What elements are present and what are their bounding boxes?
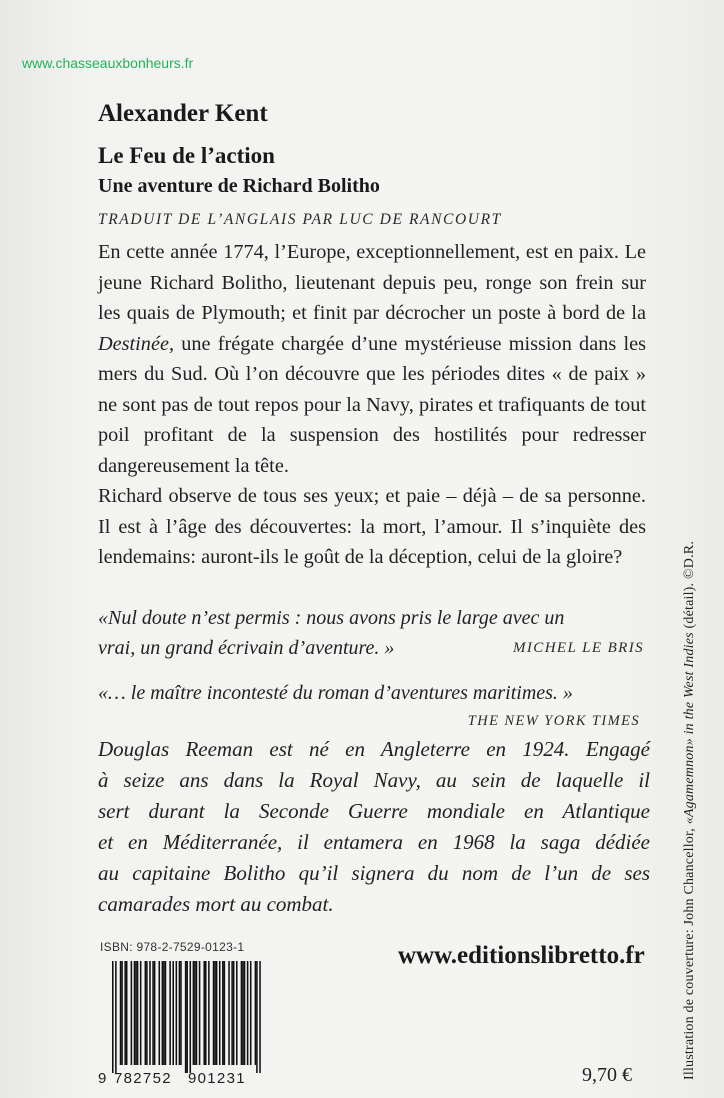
barcode-bar bbox=[203, 961, 205, 1065]
author-biography bbox=[98, 734, 650, 920]
bio-line: camarades mort au combat. bbox=[98, 892, 334, 916]
review-quote-1 bbox=[98, 603, 650, 663]
barcode-bar bbox=[145, 961, 147, 1065]
barcode-bar bbox=[208, 961, 210, 1065]
barcode-bar bbox=[120, 961, 122, 1065]
barcode-bar bbox=[205, 961, 207, 1065]
barcode-bar bbox=[216, 961, 218, 1065]
bio-line: Douglas Reeman est né en Angleterre en 1924. Engagé bbox=[98, 737, 650, 761]
translator-credit: TRADUIT DE L’ANGLAIS PAR LUC DE RANCOURT bbox=[98, 211, 502, 228]
barcode-bar bbox=[241, 961, 243, 1065]
barcode-bar bbox=[126, 961, 128, 1065]
quote-text-line: «… le maître incontesté du roman d’aventures maritimes. » bbox=[98, 682, 573, 704]
book-title: Le Feu de l’action bbox=[98, 143, 275, 168]
watermark-url: www.chasseauxbonheurs.fr bbox=[22, 55, 194, 71]
barcode-bar bbox=[159, 961, 161, 1065]
barcode bbox=[98, 957, 278, 1087]
ship-name: Destinée bbox=[98, 332, 169, 355]
barcode-bar bbox=[233, 961, 235, 1065]
book-subtitle: Une aventure de Richard Bolitho bbox=[98, 175, 380, 197]
barcode-bar bbox=[186, 961, 188, 1073]
isbn-label: ISBN: 978-2-7529-0123-1 bbox=[100, 940, 245, 954]
cover-illustration-credit: Illustration de couverture: John Chancellor, «Agamemnon» in the West Indies (détail). ©D.R. bbox=[682, 540, 697, 1080]
barcode-bar bbox=[242, 961, 244, 1065]
barcode-bar bbox=[163, 961, 165, 1065]
barcode-bar bbox=[149, 961, 151, 1065]
barcode-bar bbox=[115, 961, 117, 1073]
barcode-bar bbox=[154, 961, 156, 1065]
barcode-left-digits: 782752 bbox=[114, 1070, 172, 1087]
barcode-bar bbox=[247, 961, 249, 1065]
barcode-bar bbox=[250, 961, 252, 1065]
barcode-bar bbox=[131, 961, 133, 1065]
bio-line: à seize ans dans la Royal Navy, au sein de laquelle il bbox=[98, 768, 650, 792]
barcode-bar bbox=[169, 961, 171, 1065]
bio-line: et en Méditerranée, il entamera en 1968 la saga dédiée bbox=[98, 830, 650, 854]
quote-source: THE NEW YORK TIMES bbox=[467, 713, 640, 729]
barcode-bar bbox=[219, 961, 221, 1065]
barcode-bar bbox=[190, 961, 192, 1073]
synopsis-paragraph-2: Richard observe de tous ses yeux; et paie – déjà – de sa personne. Il est à l’âge des découvertes: la mort, l’amour. Il s’inquiète des lendemains: auront-ils le goût de la déception, celui de la gloire? bbox=[98, 485, 646, 568]
barcode-bar bbox=[172, 961, 174, 1065]
barcode-bar bbox=[152, 961, 154, 1065]
barcode-bar bbox=[244, 961, 246, 1065]
barcode-bars bbox=[112, 961, 261, 1073]
price: 9,70 € bbox=[582, 1064, 632, 1086]
barcode-bar bbox=[121, 961, 123, 1065]
quote-text-line: «Nul doute n’est permis : nous avons pris le large avec un bbox=[98, 607, 565, 629]
bio-line: au capitaine Bolitho qu’il signera du nom de l’un de ses bbox=[98, 861, 650, 885]
barcode-bar bbox=[256, 961, 258, 1073]
barcode-bar bbox=[134, 961, 136, 1065]
barcode-bar bbox=[146, 961, 148, 1065]
barcode-bar bbox=[213, 961, 215, 1065]
author-name: Alexander Kent bbox=[98, 100, 268, 127]
barcode-right-digits: 901231 bbox=[188, 1070, 246, 1087]
barcode-bar bbox=[185, 961, 187, 1073]
barcode-bar bbox=[165, 961, 167, 1065]
barcode-bar bbox=[140, 961, 142, 1065]
barcode-bar bbox=[137, 961, 139, 1065]
synopsis-paragraph-1: En cette année 1774, l’Europe, exceptionnellement, est en paix. Le jeune Richard Bolitho, lieutenant depuis peu, ronge son frein sur les quais de Plymouth; et finit par décrocher un poste à bord de la Destinée, une frégate chargée d’une mystérieuse mission dans les mers du Sud. Où l’on découvre que les périodes dites « de paix » ne sont pas de tout repos pour la Navy, pirates et trafiquants de tout poil profitant de la suspension des hostilités pour redresser dangereusement la tête. bbox=[98, 241, 646, 477]
barcode-bar bbox=[112, 961, 114, 1073]
barcode-bar bbox=[255, 961, 257, 1065]
bio-line: sert durant la Seconde Guerre mondiale en Atlantique bbox=[98, 799, 650, 823]
barcode-bar bbox=[162, 961, 164, 1065]
synopsis bbox=[98, 237, 646, 573]
review-quote-2 bbox=[98, 678, 650, 736]
barcode-bar bbox=[236, 961, 238, 1065]
barcode-bar bbox=[179, 961, 181, 1065]
barcode-bar bbox=[180, 961, 182, 1065]
barcode-bar bbox=[259, 961, 261, 1073]
barcode-bar bbox=[214, 961, 216, 1065]
barcode-bar bbox=[224, 961, 226, 1065]
barcode-bar bbox=[194, 961, 196, 1065]
publisher-website[interactable]: www.editionslibretto.fr bbox=[398, 942, 645, 969]
barcode-bar bbox=[176, 961, 178, 1065]
barcode-bar bbox=[193, 961, 195, 1065]
barcode-bar bbox=[222, 961, 224, 1065]
barcode-bar bbox=[231, 961, 233, 1065]
quote-text-line: vrai, un grand écrivain d’aventure. » bbox=[98, 637, 395, 659]
artwork-title: «Agamemnon» in the West Indies bbox=[682, 632, 697, 825]
quote-source: MICHEL LE BRIS bbox=[513, 640, 644, 656]
barcode-bar bbox=[228, 961, 230, 1065]
barcode-bar bbox=[124, 961, 126, 1065]
barcode-bar bbox=[199, 961, 201, 1065]
barcode-first-digit: 9 bbox=[98, 1070, 107, 1087]
barcode-bar bbox=[196, 961, 198, 1065]
barcode-bar bbox=[135, 961, 137, 1065]
